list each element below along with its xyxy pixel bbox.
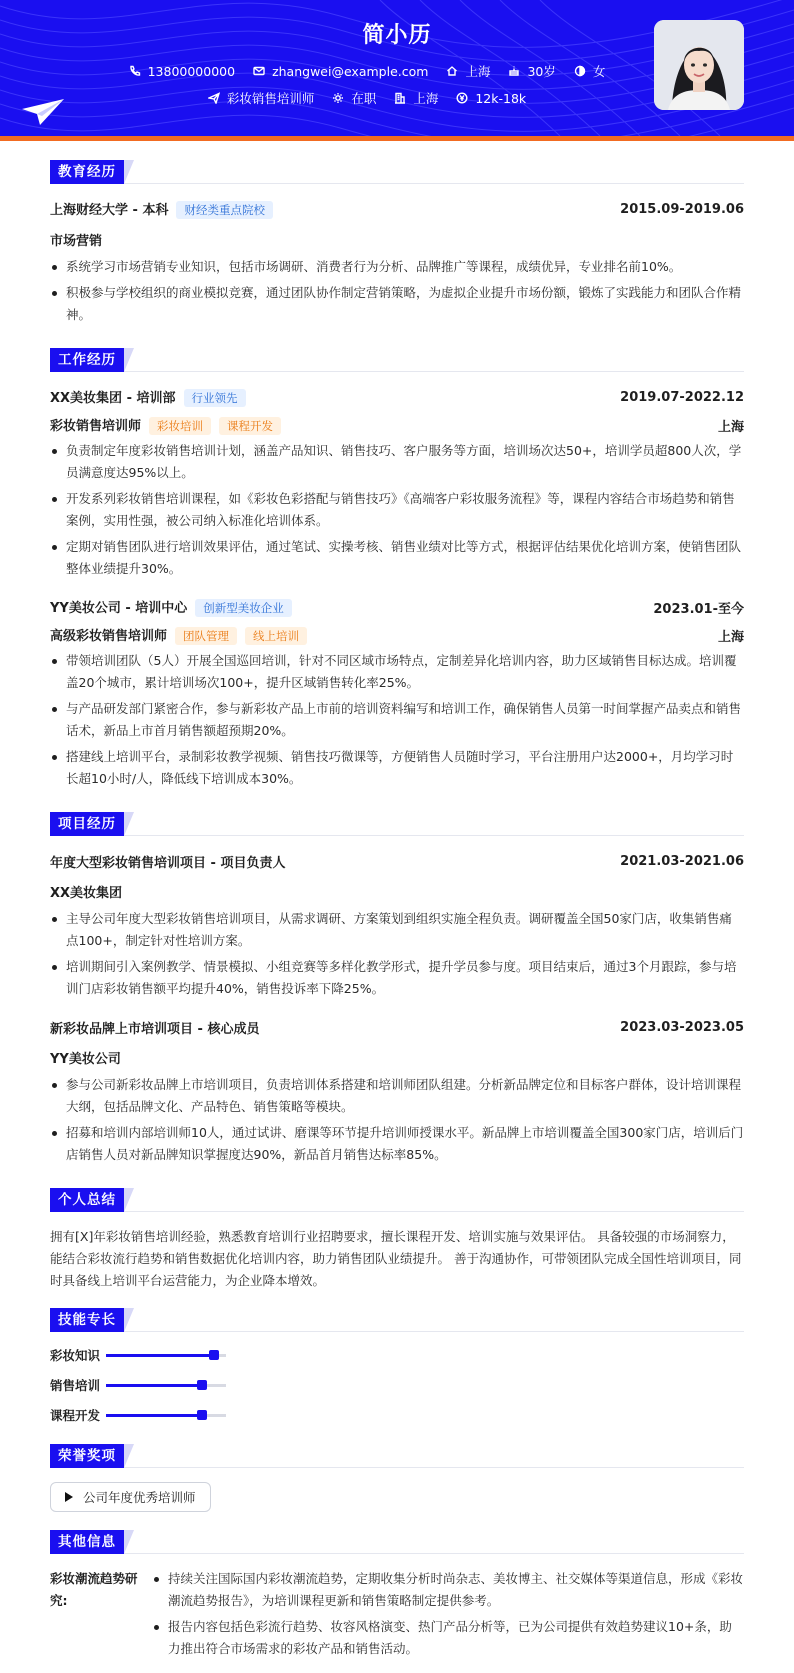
money-icon xyxy=(456,92,468,104)
company-tag: 行业领先 xyxy=(184,389,246,407)
target-city-text: 上海 xyxy=(413,91,439,106)
email-icon xyxy=(253,65,265,77)
award-item xyxy=(50,1482,211,1512)
awards-section xyxy=(50,1444,744,1512)
avatar-photo xyxy=(654,20,744,110)
company-name: YY美妆公司 - 培训中心 xyxy=(50,601,188,616)
avatar xyxy=(654,20,744,110)
role-tag: 团队管理 xyxy=(175,627,237,645)
list-item: 参与公司新彩妆品牌上市培训项目，负责培训体系搭建和培训师团队组建。分析新品牌定位和目标客户群体，设计培训课程大纲，包括品牌文化、产品特色、销售策略等模块。 xyxy=(50,1074,744,1118)
project-bullets xyxy=(50,1074,744,1166)
work-entry-header xyxy=(50,596,744,618)
skill-item xyxy=(50,1400,404,1430)
skill-item xyxy=(50,1370,404,1400)
list-item: 系统学习市场营销专业知识，包括市场调研、消费者行为分析、品牌推广等课程，成绩优异，专业排名前10%。 xyxy=(50,256,744,278)
education-bullets xyxy=(50,256,744,326)
resume-body xyxy=(50,160,744,1660)
status-text: 在职 xyxy=(351,91,377,106)
project-org: YY美妆公司 xyxy=(50,1051,121,1067)
skills-list xyxy=(50,1340,744,1430)
role-tag: 课程开发 xyxy=(219,417,281,435)
play-icon xyxy=(65,1492,73,1502)
phone-text: 13800000000 xyxy=(147,63,236,79)
skills-section xyxy=(50,1308,744,1430)
summary-section xyxy=(50,1188,744,1292)
skill-level-fill xyxy=(106,1384,202,1387)
work-entry xyxy=(50,386,744,580)
projects-section-header xyxy=(50,812,744,836)
status-info xyxy=(332,89,376,107)
list-item: 培训期间引入案例教学、情景模拟、小组竞赛等多样化教学形式，提升学员参与度。项目结束后，通过3个月跟踪，参与培训门店彩妆销售额平均提升40%，销售投诉率下降25%。 xyxy=(50,956,744,1000)
project-entry xyxy=(50,1016,744,1166)
awards-section-header xyxy=(50,1444,744,1468)
role-tag: 线上培训 xyxy=(245,627,307,645)
send-icon xyxy=(208,92,220,104)
email-text: zhangwei@example.com xyxy=(272,63,429,79)
resume-header xyxy=(0,0,794,136)
list-item: 开发系列彩妆销售培训课程，如《彩妆色彩搭配与销售技巧》《高端客户彩妆服务流程》等，课程内容结合市场趋势和销售案例，实用性强，被公司纳入标准化培训体系。 xyxy=(50,488,744,532)
candidate-name: 简小历 xyxy=(362,23,432,48)
other-info-label: 彩妆潮流趋势研究: xyxy=(50,1571,138,1608)
age-text: 30岁 xyxy=(527,64,556,79)
education-entry-header xyxy=(50,198,744,220)
work-bullets xyxy=(50,440,744,580)
gender-info xyxy=(574,62,606,80)
location-text: 上海 xyxy=(465,64,491,79)
skill-item xyxy=(50,1340,404,1370)
skill-level-fill xyxy=(106,1414,202,1417)
project-bullets xyxy=(50,908,744,1000)
list-item: 带领培训团队（5人）开展全国巡回培训，针对不同区域市场特点，定制差异化培训内容，助力区域销售目标达成。培训覆盖20个城市，累计培训场次100+，提升区域销售转化率25%。 xyxy=(50,650,744,694)
school-name: 上海财经大学 - 本科 xyxy=(50,203,169,218)
target-job-text: 彩妆销售培训师 xyxy=(226,91,315,106)
skill-level-bar xyxy=(106,1384,226,1387)
skills-section-title: 技能专长 xyxy=(50,1308,124,1332)
target-city-info xyxy=(394,89,438,107)
skill-name: 销售培训 xyxy=(50,1378,101,1393)
other-section xyxy=(50,1530,744,1660)
location-info xyxy=(446,62,490,80)
work-section-header xyxy=(50,348,744,372)
skills-section-header xyxy=(50,1308,744,1332)
project-org: XX美妆集团 xyxy=(50,885,123,901)
project-entry xyxy=(50,850,744,1000)
phone-icon xyxy=(129,65,141,77)
education-date: 2015.09-2019.06 xyxy=(620,201,744,217)
email-info xyxy=(253,64,428,79)
list-item: 招募和培训内部培训师10人，通过试讲、磨课等环节提升培训师授课水平。新品牌上市培训覆盖全国300家门店，培训后门店销售人员对新品牌知识掌握度达90%，新品首月销售达标率85%。 xyxy=(50,1122,744,1166)
project-date: 2023.03-2023.05 xyxy=(620,1019,744,1035)
project-name: 年度大型彩妆销售培训项目 - 项目负责人 xyxy=(50,855,286,871)
role-title: 高级彩妆销售培训师 xyxy=(50,629,168,644)
other-info-entry xyxy=(50,1564,744,1660)
work-city: 上海 xyxy=(717,419,744,435)
role-title: 彩妆销售培训师 xyxy=(50,419,142,434)
salary-text: 12k-18k xyxy=(475,90,527,106)
award-name: 公司年度优秀培训师 xyxy=(83,1490,196,1505)
work-section xyxy=(50,348,744,790)
education-major: 市场营销 xyxy=(50,233,103,249)
header-accent-line xyxy=(0,136,794,141)
phone-info xyxy=(129,64,235,79)
education-section-header xyxy=(50,160,744,184)
list-item: 积极参与学校组织的商业模拟竞赛，通过团队协作制定营销策略，为虚拟企业提升市场份额，锻炼了实践能力和团队合作精神。 xyxy=(50,282,744,326)
work-date: 2019.07-2022.12 xyxy=(620,389,744,405)
work-date: 2023.01-至今 xyxy=(653,601,744,617)
target-job-info xyxy=(208,89,315,107)
skill-level-knob xyxy=(197,1410,207,1420)
company-name: XX美妆集团 - 培训部 xyxy=(50,391,176,406)
other-section-header xyxy=(50,1530,744,1554)
education-section xyxy=(50,160,744,326)
home-icon xyxy=(446,65,458,77)
work-city: 上海 xyxy=(717,629,744,645)
gender-text: 女 xyxy=(592,64,606,79)
skill-level-fill xyxy=(106,1354,214,1357)
project-date: 2021.03-2021.06 xyxy=(620,853,744,869)
projects-section xyxy=(50,812,744,1166)
status-icon xyxy=(332,92,344,104)
summary-section-header xyxy=(50,1188,744,1212)
work-entry xyxy=(50,596,744,790)
salary-info xyxy=(456,91,526,106)
summary-text: 拥有[X]年彩妆销售培训经验，熟悉教育培训行业招聘要求，擅长课程开发、培训实施与效果评估。 具备较强的市场洞察力，能结合彩妆流行趋势和销售数据优化培训内容，助力销售团队业绩提升。 善于沟通协作，可带领团队完成全国性培训项目，同时具备线上培训平台运营能力，为企业降本增效。 xyxy=(50,1229,742,1288)
skill-level-knob xyxy=(209,1350,219,1360)
summary-section-title: 个人总结 xyxy=(50,1188,124,1212)
project-entry-header xyxy=(50,850,744,872)
work-bullets xyxy=(50,650,744,790)
role-tag: 彩妆培训 xyxy=(149,417,211,435)
projects-section-title: 项目经历 xyxy=(50,812,124,836)
skill-level-bar xyxy=(106,1354,226,1357)
awards-section-title: 荣誉奖项 xyxy=(50,1444,124,1468)
list-item: 报告内容包括色彩流行趋势、妆容风格演变、热门产品分析等，已为公司提供有效趋势建议10+条，助力推出符合市场需求的彩妆产品和销售活动。 xyxy=(152,1616,744,1660)
list-item: 持续关注国际国内彩妆潮流趋势，定期收集分析时尚杂志、美妆博主、社交媒体等渠道信息，形成《彩妆潮流趋势报告》，为培训课程更新和销售策略制定提供参考。 xyxy=(152,1568,744,1612)
other-info-bullets xyxy=(152,1564,744,1660)
building-icon xyxy=(394,92,406,104)
skill-name: 课程开发 xyxy=(50,1408,101,1423)
work-entry-header xyxy=(50,386,744,408)
work-role-row xyxy=(50,624,744,646)
school-tag: 财经类重点院校 xyxy=(176,201,273,219)
company-tag: 创新型美妆企业 xyxy=(195,599,292,617)
list-item: 定期对销售团队进行培训效果评估，通过笔试、实操考核、销售业绩对比等方式，根据评估结果优化培训方案，使销售团队整体业绩提升30%。 xyxy=(50,536,744,580)
skill-name: 彩妆知识 xyxy=(50,1348,101,1363)
work-section-title: 工作经历 xyxy=(50,348,124,372)
list-item: 与产品研发部门紧密合作，参与新彩妆产品上市前的培训资料编写和培训工作，确保销售人员第一时间掌握产品卖点和销售话术，新品上市首月销售额超预期20%。 xyxy=(50,698,744,742)
other-section-title: 其他信息 xyxy=(50,1530,124,1554)
paper-plane-icon xyxy=(22,99,64,125)
list-item: 搭建线上培训平台，录制彩妆教学视频、销售技巧微课等，方便销售人员随时学习，平台注册用户达2000+，月均学习时长超10小时/人，降低线下培训成本30%。 xyxy=(50,746,744,790)
list-item: 主导公司年度大型彩妆销售培训项目，从需求调研、方案策划到组织实施全程负责。调研覆盖全国50家门店，收集销售痛点100+，制定针对性培训方案。 xyxy=(50,908,744,952)
cake-icon xyxy=(508,65,520,77)
list-item: 负责制定年度彩妆销售培训计划，涵盖产品知识、销售技巧、客户服务等方面，培训场次达50+，培训学员超800人次，学员满意度达95%以上。 xyxy=(50,440,744,484)
skill-level-bar xyxy=(106,1414,226,1417)
project-entry-header xyxy=(50,1016,744,1038)
gender-icon xyxy=(574,65,586,77)
skill-level-knob xyxy=(197,1380,207,1390)
education-section-title: 教育经历 xyxy=(50,160,124,184)
work-role-row xyxy=(50,414,744,436)
project-name: 新彩妆品牌上市培训项目 - 核心成员 xyxy=(50,1021,260,1037)
age-info xyxy=(508,62,555,80)
